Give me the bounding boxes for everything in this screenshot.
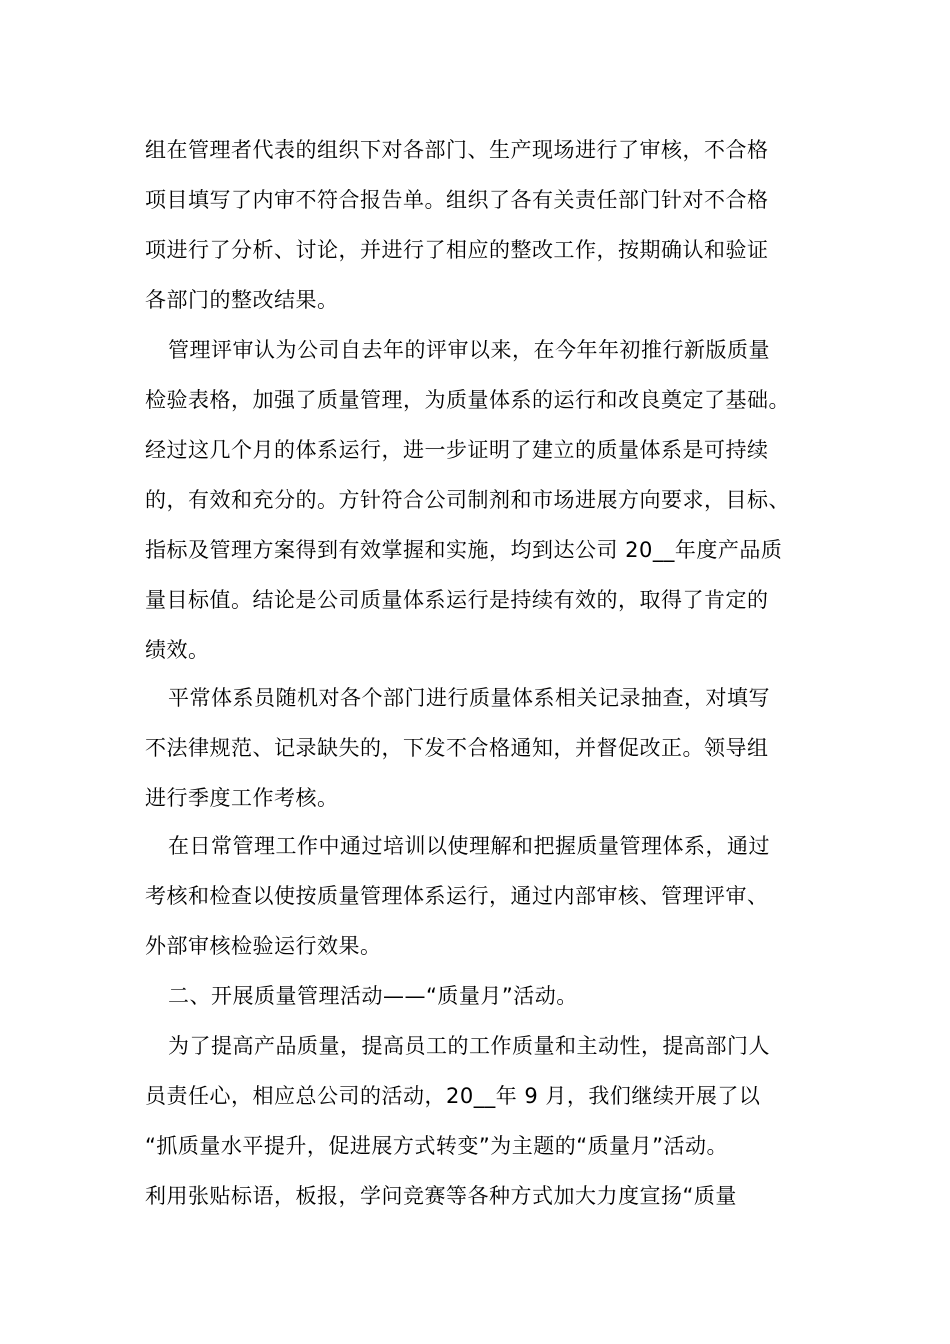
- text-line: 组在管理者代表的组织下对各部门、生产现场进行了审核，不合格: [145, 138, 769, 162]
- text-line: 项进行了分析、讨论，并进行了相应的整改工作，按期确认和验证: [145, 238, 769, 262]
- text-line: 员责任心，相应总公司的活动，20__年 9 月，我们继续开展了以: [145, 1084, 761, 1108]
- text-line: 经过这几个月的体系运行，进一步证明了建立的质量体系是可持续: [145, 438, 769, 462]
- section-heading: 二、开展质量管理活动——“质量月”活动。: [168, 984, 578, 1008]
- text-line: 项目填写了内审不符合报告单。组织了各有关责任部门针对不合格: [145, 188, 769, 212]
- text-line: 为了提高产品质量，提高员工的工作质量和主动性，提高部门人: [168, 1034, 770, 1058]
- text-line: 外部审核检验运行效果。: [145, 934, 382, 958]
- text-line: 指标及管理方案得到有效掌握和实施，均到达公司 20__年度产品质: [145, 538, 783, 562]
- text-line: “抓质量水平提升，促进展方式转变”为主题的“质量月”活动。: [145, 1134, 729, 1158]
- text-line: 在日常管理工作中通过培训以使理解和把握质量管理体系，通过: [168, 834, 770, 858]
- text-line: 管理评审认为公司自去年的评审以来，在今年年初推行新版质量: [168, 338, 770, 362]
- text-line: 量目标值。结论是公司质量体系运行是持续有效的，取得了肯定的: [145, 588, 769, 612]
- text-line: 不法律规范、记录缺失的，下发不合格通知，并督促改正。领导组: [145, 736, 769, 760]
- text-line: 各部门的整改结果。: [145, 288, 339, 312]
- text-line: 绩效。: [145, 638, 210, 662]
- text-line: 考核和检查以使按质量管理体系运行，通过内部审核、管理评审、: [145, 884, 769, 908]
- text-line: 利用张贴标语，板报，学问竞赛等各种方式加大力度宣扬“质量: [145, 1184, 737, 1208]
- text-line: 的，有效和充分的。方针符合公司制剂和市场进展方向要求，目标、: [145, 488, 790, 512]
- text-line: 检验表格，加强了质量管理，为质量体系的运行和改良奠定了基础。: [145, 388, 790, 412]
- text-line: 平常体系员随机对各个部门进行质量体系相关记录抽查，对填写: [168, 686, 770, 710]
- text-line: 进行季度工作考核。: [145, 786, 339, 810]
